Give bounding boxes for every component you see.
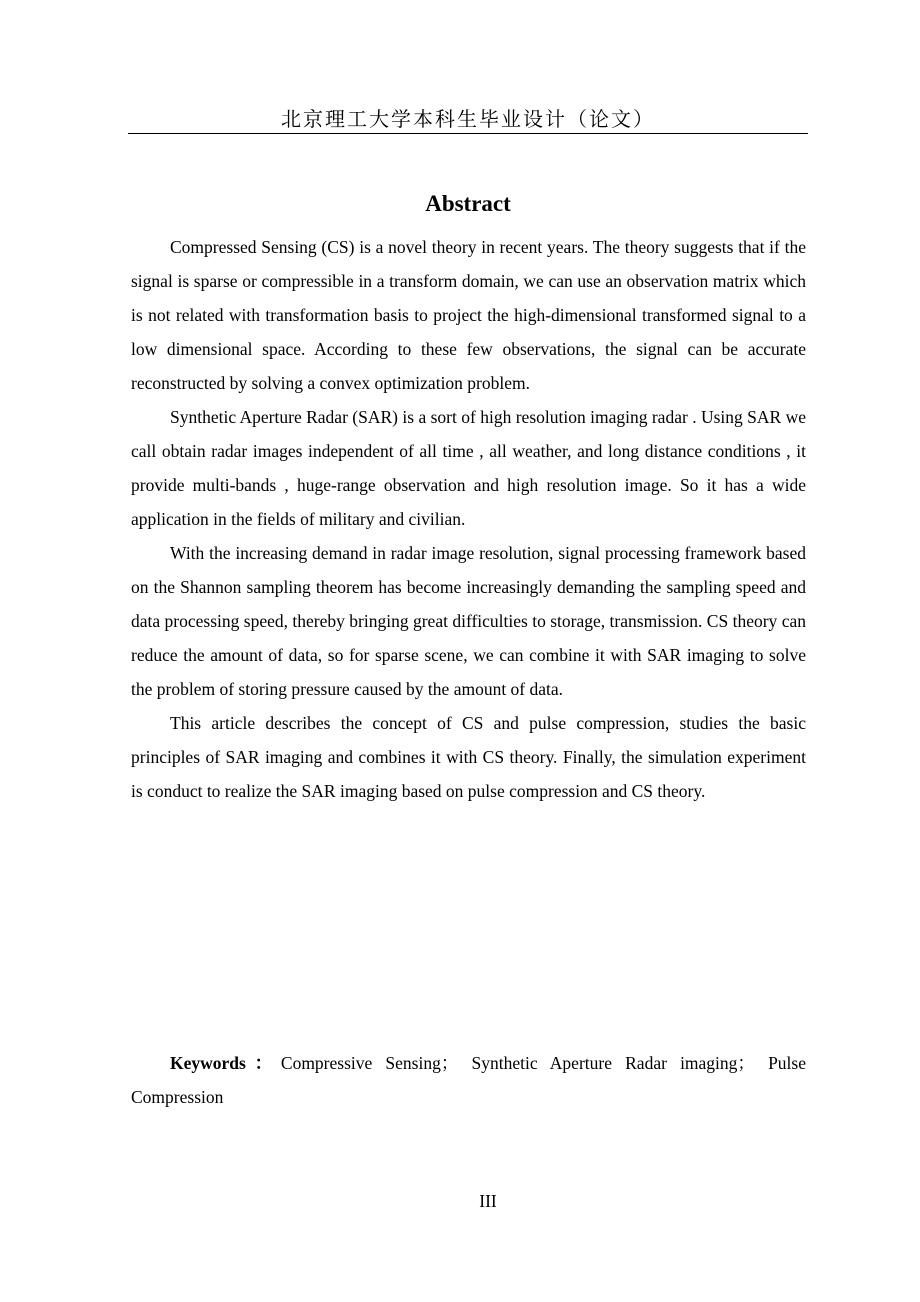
keywords-text: Compressive Sensing； Synthetic Aperture Radar imaging； Pulse Compression [131, 1053, 806, 1107]
abstract-paragraph-2: Synthetic Aperture Radar (SAR) is a sort of high resolution imaging radar . Using SAR we call obtain radar images independent of all time , all weather, and long distance conditions , it provide multi-bands , huge-range observation and high resolution image. So it has a wide application in the fields of military and civilian. [131, 407, 806, 529]
page-header-title: 北京理工大学本科生毕业设计（论文） [281, 107, 655, 131]
abstract-heading: Abstract [425, 191, 511, 216]
keywords-label: Keywords： [170, 1053, 281, 1073]
abstract-paragraph-4: This article describes the concept of CS and pulse compression, studies the basic principles of SAR imaging and combines it with CS theory. Finally, the simulation experiment is conduct to realize the SAR imaging based on pulse compression and CS theory. [131, 713, 806, 801]
abstract-paragraph-3: With the increasing demand in radar image resolution, signal processing framework based on the Shannon sampling theorem has become increasingly demanding the sampling speed and data processing speed, thereby bringing great difficulties to storage, transmission. CS theory can reduce the amount of data, so for sparse scene, we can combine it with SAR imaging to solve the problem of storing pressure caused by the amount of data. [131, 543, 806, 699]
abstract-paragraph-1: Compressed Sensing (CS) is a novel theory in recent years. The theory suggests that if the signal is sparse or compressible in a transform domain, we can use an observation matrix which is not related with transformation basis to project the high-dimensional transformed signal to a low dimensional space. According to these few observations, the signal can be accurate reconstructed by solving a convex optimization problem. [131, 237, 806, 393]
page-number: III [479, 1191, 497, 1211]
keywords-section [131, 1046, 806, 1114]
header-divider [128, 133, 808, 134]
abstract-body [131, 230, 806, 808]
